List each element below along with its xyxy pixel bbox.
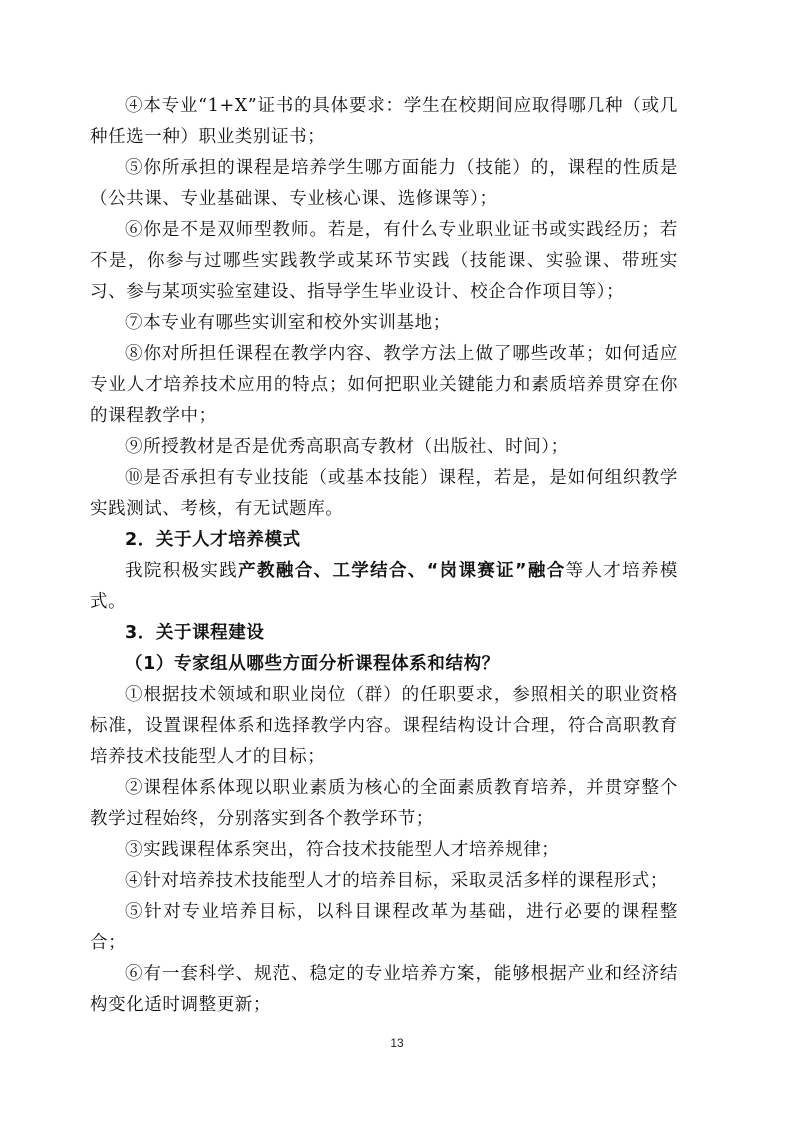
paragraph-item-7: ⑦本专业有哪些实训室和校外实训基地； (125, 313, 451, 333)
page-number: 13 (390, 1036, 404, 1050)
paragraph-item-10: ⑩是否承担有专业技能（或基本技能）课程，若是，是如何组织教学实践测试、考核，有无试题库。 (90, 468, 678, 519)
paragraph-item-4: ④本专业“1+X”证书的具体要求：学生在校期间应取得哪几种（或几种任选一种）职业类别证书； (90, 96, 678, 147)
paragraph-item-9: ⑨所授教材是否是优秀高职高专教材（出版社、时间）； (125, 437, 569, 457)
paragraph-item-8: ⑧你对所担任课程在教学内容、教学方法上做了哪些改革；如何适应专业人才培养技术应用的特点；如何把职业关键能力和素质培养贯穿在你的课程教学中； (90, 344, 678, 426)
course-item-2: ②课程体系体现以职业素质为核心的全面素质教育培养，并贯穿整个教学过程始终，分别落实到各个教学环节； (90, 778, 678, 829)
talent-model-bold-text: 产教融合、工学结合、“岗课赛证”融合 (238, 561, 566, 581)
section-heading-talent-model: 2．关于人才培养模式 (125, 530, 301, 550)
course-item-5: ⑤针对专业培养目标，以科目课程改革为基础，进行必要的课程整合； (90, 902, 678, 953)
paragraph-item-5: ⑤你所承担的课程是培养学生哪方面能力（技能）的，课程的性质是（公共课、专业基础课、专业核心课、选修课等）； (90, 158, 678, 209)
section-heading-course-building: 3．关于课程建设 (125, 623, 265, 643)
page-body (90, 91, 678, 1021)
subheading-course-system: （1）专家组从哪些方面分析课程体系和结构？ (125, 654, 500, 674)
course-item-3: ③实践课程体系突出，符合技术技能型人才培养规律； (125, 840, 560, 860)
course-item-6: ⑥有一套科学、规范、稳定的专业培养方案，能够根据产业和经济结构变化适时调整更新； (90, 964, 678, 1015)
talent-model-text-after: 等人才培养模式。 (90, 561, 678, 612)
paragraph-item-6: ⑥你是不是双师型教师。若是，有什么专业职业证书或实践经历；若不是，你参与过哪些实践教学或某环节实践（技能课、实验课、带班实习、参与某项实验室建设、指导学生毕业设计、校企合作项目等）； (90, 220, 678, 302)
talent-model-text-before: 我院积极实践 (125, 561, 239, 581)
talent-model-paragraph (90, 556, 678, 618)
course-item-4: ④针对培养技术技能型人才的培养目标，采取灵活多样的课程形式； (125, 871, 668, 891)
course-item-1: ①根据技术领域和职业岗位（群）的任职要求，参照相关的职业资格标准，设置课程体系和选择教学内容。课程结构设计合理，符合高职教育培养技术技能型人才的目标； (90, 685, 678, 767)
